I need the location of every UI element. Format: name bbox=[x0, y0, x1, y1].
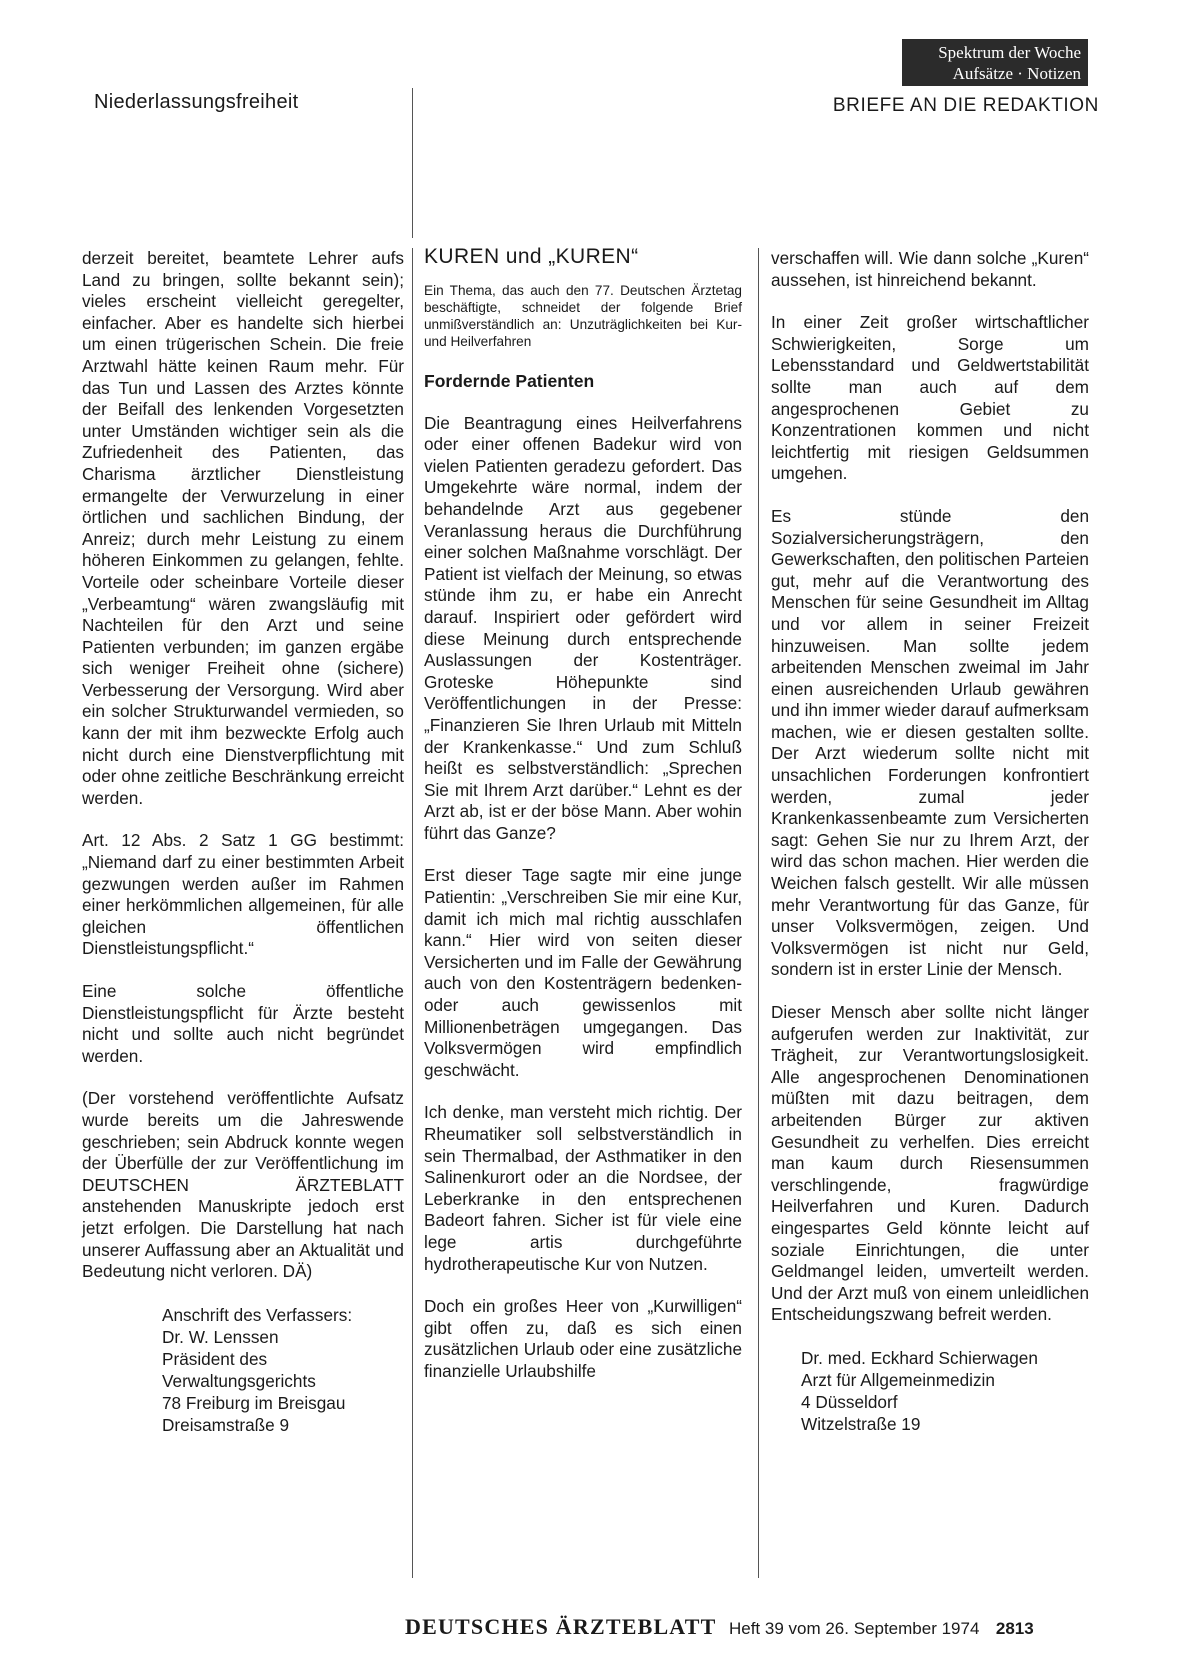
paragraph: In einer Zeit großer wirtschaftlicher Schwierigkeiten, Sorge um Lebensstandard und Geldwertstabilität sollte man auch auf dem angesprochenen Gebiet zu Konzentrationen kommen und nicht leichtfertig mit riesigen Geldsummen umgehen. bbox=[771, 312, 1089, 484]
paragraph: Es stünde den Sozialversicherungsträgern, den Gewerkschaften, den politischen Parteien gut, mehr auf die Verantwortung des Menschen für seine Gesundheit im Alltag und vor allem in seiner Freizeit hinzuweisen. Man sollte jedem arbeitenden Menschen zweimal im Jahr einen ausreichenden Urlaub gewähren und ihn immer wieder darauf aufmerksam machen, wie er diesen gestalten sollte. Der Arzt wiederum sollte nicht mit unsachlichen Forderungen konfrontiert werden, zumal jeder Krankenkassenbeamte zum Versicherten sagt: Gehen Sie nur zu Ihrem Arzt, der wird das schon machen. Hier werden die Weichen falsch gestellt. Wir alle müssen mehr Verantwortung für das Ganze, für unser Volksvermögen, zeigen. Und Volksvermögen ist nicht nur Geld, sondern ist in erster Linie der Mensch. bbox=[771, 505, 1089, 980]
signature-line: 4 Düsseldorf bbox=[801, 1391, 898, 1412]
paragraph: Die Beantragung eines Heilverfahrens oder einer offenen Badekur wird von vielen Patienten geradezu gefordert. Das Umgekehrte wäre normal, indem der behandelnde Arzt aus gegebener Veranlassung heraus die Durchführung einer solchen Maßnahme vorschlägt. Der Patient ist vielfach der Meinung, so etwas stünde ihm zu, er habe ein Anrecht darauf. Inspiriert oder gefördert wird diese Meinung durch entsprechende Auslassungen der Kostenträger. Groteske Höhepunkte sind Veröffentlichungen in der Presse: „Finanzieren Sie Ihren Urlaub mit Mitteln der Krankenkasse.“ Und zum Schluß heißt es selbstverständlich: „Sprechen Sie mit Ihrem Arzt darüber.“ Lehnt es der Arzt ab, ist er der böse Mann. Aber wohin führt das Ganze? bbox=[424, 412, 742, 843]
column-3 bbox=[771, 248, 1089, 1435]
paragraph: Doch ein großes Heer von „Kurwilligen“ gibt offen zu, daß es sich einen zusätzlichen Urlaub oder eine zusätzliche finanzielle Urlaubshilfe bbox=[424, 1296, 742, 1381]
column-2 bbox=[424, 245, 742, 1404]
signature-line: Arzt für Allgemeinmedizin bbox=[801, 1369, 995, 1390]
address-line: Verwaltungsgerichts bbox=[162, 1370, 316, 1391]
signature-line: Dr. med. Eckhard Schierwagen bbox=[801, 1347, 1038, 1368]
address-line: Präsident des bbox=[162, 1348, 268, 1369]
address-line: 78 Freiburg im Breisgau bbox=[162, 1392, 346, 1413]
author-address bbox=[162, 1304, 404, 1436]
address-line: Anschrift des Verfassers: bbox=[162, 1304, 353, 1325]
issue-info: Heft 39 vom 26. September 1974 bbox=[728, 1619, 980, 1638]
paragraph: Eine solche öffentliche Dienstleistungspflicht für Ärzte besteht nicht und sollte auch nicht begründet werden. bbox=[82, 981, 404, 1066]
address-line: Dreisamstraße 9 bbox=[162, 1414, 290, 1435]
journal-name: DEUTSCHES ÄRZTEBLATT bbox=[405, 1614, 717, 1639]
article-lead: Ein Thema, das auch den 77. Deutschen Ärztetag beschäftigte, schneidet der folgende Brief unmißverständlich an: Unzuträglichkeiten bei Kur- und Heilverfahren bbox=[424, 283, 742, 349]
paragraph: (Der vorstehend veröffentlichte Aufsatz wurde bereits um die Jahreswende geschrieben; sein Abdruck konnte wegen der Überfülle der zur Veröffentlichung im DEUTSCHEN ÄRZTEBLATT anstehenden Manuskripte jedoch erst jetzt erfolgen. Die Darstellung hat nach unserer Auffassung aber an Aktualität und Bedeutung nicht verloren. DÄ) bbox=[82, 1088, 404, 1282]
letter-signature bbox=[801, 1347, 1089, 1435]
section-title-right: BRIEFE AN DIE REDAKTION bbox=[832, 95, 1099, 116]
column-1 bbox=[82, 248, 404, 1436]
column-divider-top bbox=[412, 88, 413, 238]
badge-line-1: Spektrum der Woche bbox=[938, 43, 1081, 62]
article-subhead: Fordernde Patienten bbox=[424, 371, 595, 391]
address-line: Dr. W. Lenssen bbox=[162, 1326, 279, 1347]
section-badge bbox=[902, 39, 1088, 86]
column-divider-left bbox=[412, 248, 413, 1578]
signature-line: Witzelstraße 19 bbox=[801, 1413, 921, 1434]
paragraph: Erst dieser Tage sagte mir eine junge Patientin: „Verschreiben Sie mir eine Kur, damit ich mich mal richtig ausschlafen kann.“ Hier wird von seiten dieser Versicherten und im Falle der Gewährung auch von den Kostenträgern bedenken- oder auch gewissenlos mit Millionenbeträgen umgegangen. Das Volksvermögen wird empfindlich geschwächt. bbox=[424, 865, 742, 1080]
section-title-left: Niederlassungsfreiheit bbox=[94, 91, 299, 113]
paragraph: Art. 12 Abs. 2 Satz 1 GG bestimmt: „Niemand darf zu einer bestimmten Arbeit gezwungen werden außer im Rahmen einer herkömmlichen allgemeinen, für alle gleichen öffentlichen Dienstleistungspflicht.“ bbox=[82, 830, 404, 959]
paragraph: Dieser Mensch aber sollte nicht länger aufgerufen werden zur Inaktivität, zur Trägheit, zur Verantwortungslosigkeit. Alle angesprochenen Denominationen müßten mit dazu beitragen, dem arbeitenden Bürger zur aktiven Gesundheit zu verhelfen. Dies erreicht man kaum durch Riesensummen verschlingende, fragwürdige Heilverfahren und Kuren. Dadurch eingespartes Geld könnte leicht auf soziale Einrichtungen, die unter Geldmangel leiden, umverteilt werden. Und der Arzt muß von einem unleidlichen Entscheidungszwang befreit werden. bbox=[771, 1002, 1089, 1325]
paragraph: Ich denke, man versteht mich richtig. Der Rheumatiker soll selbstverständlich in sein Thermalbad, der Asthmatiker in den Salinenkurort oder an die Nordsee, der Leberkranke in den entsprechenen Badeort fahren. Sicher ist für viele eine lege artis durchgeführte hydrotherapeutische Kur von Nutzen. bbox=[424, 1102, 742, 1274]
paragraph: derzeit bereitet, beamtete Lehrer aufs Land zu bringen, sollte bekannt sein); vieles erscheint vielleicht geregelter, einfacher. Aber es handelte sich hierbei um einen trügerischen Schein. Die freie Arztwahl hätte keinen Raum mehr. Für das Tun und Lassen des Arztes könnte der Beifall des lenkenden Vorgesetzten unter Umständen wichtiger sein als die Zufriedenheit des Patienten, das Charisma ärztlicher Dienstleistung ermangelte der Verwurzelung in einer örtlichen und sachlichen Bindung, der Anreiz; durch mehr Leistung zu einem höheren Einkommen zu gelangen, fehlte. Vorteile oder scheinbare Vorteile dieser „Verbeamtung“ wären zwangsläufig mit Nachteilen für den Arzt und seine Patienten verbunden; im ganzen ergäbe sich weniger Freiheit ohne (sichere) Verbesserung der Versorgung. Wird aber ein solcher Strukturwandel vermieden, so kann der mit ihm bezweckte Erfolg auch nicht durch eine Dienstverpflichtung mit oder ohne zeitliche Beschränkung erreicht werden. bbox=[82, 248, 404, 808]
paragraph: verschaffen will. Wie dann solche „Kuren“ aussehen, ist hinreichend bekannt. bbox=[771, 248, 1089, 290]
page-footer bbox=[405, 1614, 1034, 1640]
page-number: 2813 bbox=[995, 1619, 1034, 1638]
article-title: KUREN und „KUREN“ bbox=[424, 245, 639, 268]
column-divider-right bbox=[758, 248, 759, 1578]
badge-line-2: Aufsätze · Notizen bbox=[952, 64, 1081, 83]
